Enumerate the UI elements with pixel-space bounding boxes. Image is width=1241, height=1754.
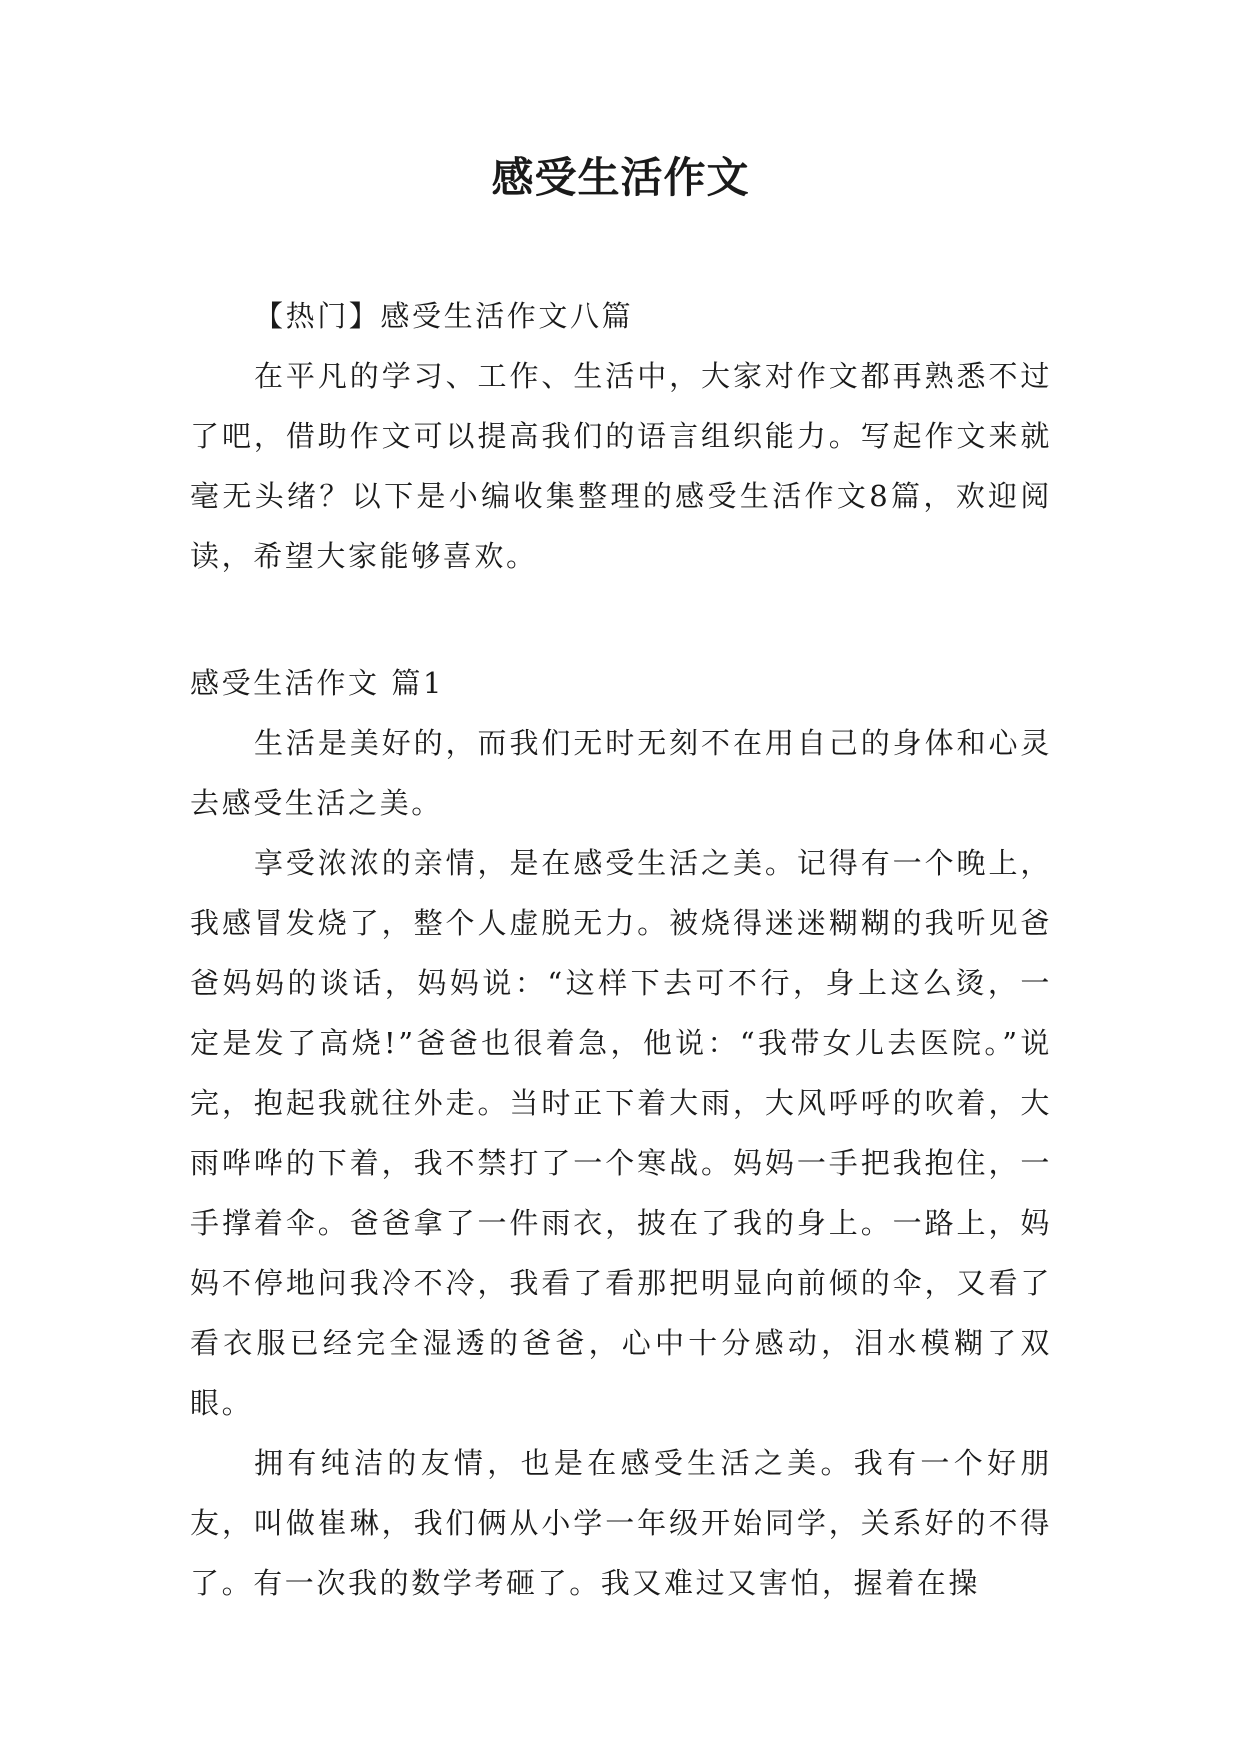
intro-paragraph: 在平凡的学习、工作、生活中，大家对作文都再熟悉不过了吧，借助作文可以提高我们的语言组织能力。写起作文来就毫无头绪？以下是小编收集整理的感受生活作文8篇，欢迎阅读，希望大家能够喜欢。 <box>190 359 1052 573</box>
document-title: 感受生活作文 <box>491 153 750 202</box>
document-subtitle: 【热门】感受生活作文八篇 <box>254 299 634 333</box>
body-paragraph: 享受浓浓的亲情，是在感受生活之美。记得有一个晚上，我感冒发烧了，整个人虚脱无力。被烧得迷迷糊糊的我听见爸爸妈妈的谈话，妈妈说：“这样下去可不行，身上这么烫，一定是发了高烧!”爸爸也很着急，他说：“我带女儿去医院。”说完，抱起我就往外走。当时正下着大雨，大风呼呼的吹着，大雨哗哗的下着，我不禁打了一个寒战。妈妈一手把我抱住，一手撑着伞。爸爸拿了一件雨衣，披在了我的身上。一路上，妈妈不停地问我冷不冷，我看了看那把明显向前倾的伞，又看了看衣服已经完全湿透的爸爸，心中十分感动，泪水模糊了双眼。 <box>190 846 1052 1420</box>
document-body <box>190 286 1052 1613</box>
body-paragraph: 拥有纯洁的友情，也是在感受生活之美。我有一个好朋友，叫做崔琳，我们俩从小学一年级开始同学，关系好的不得了。有一次我的数学考砸了。我又难过又害怕，握着在操 <box>190 1446 1052 1600</box>
body-paragraph: 生活是美好的，而我们无时无刻不在用自己的身体和心灵去感受生活之美。 <box>190 726 1052 820</box>
section-heading: 感受生活作文 篇1 <box>190 666 445 700</box>
